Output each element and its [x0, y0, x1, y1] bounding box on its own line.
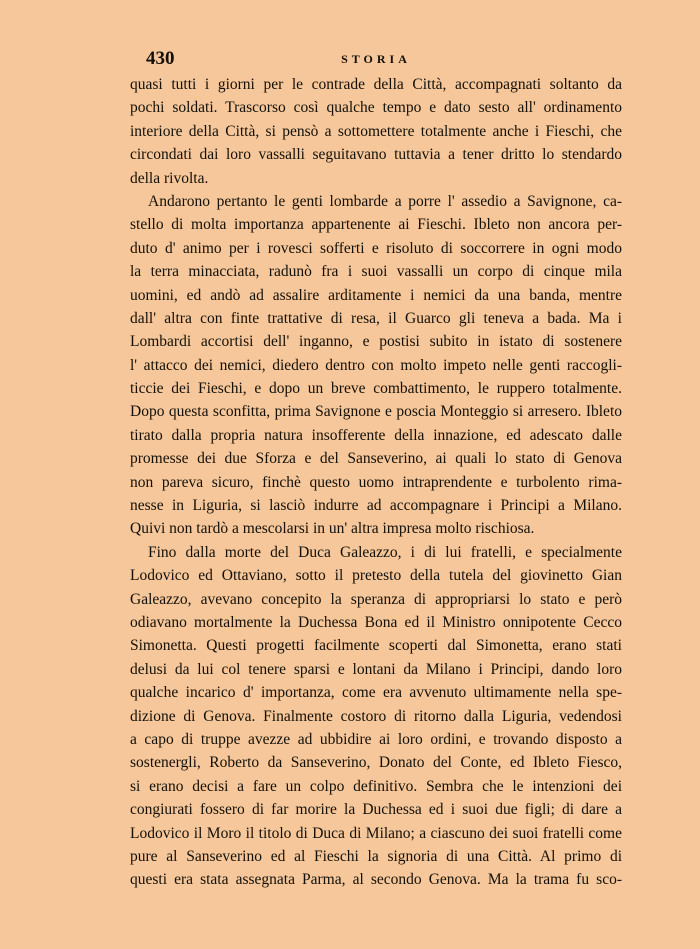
text-line: non pareva sicuro, finchè questo uomo intraprendente e turbolento rima-: [130, 473, 622, 491]
text-line: Fino dalla morte del Duca Galeazzo, i di lui fratelli, e specialmente: [148, 543, 622, 561]
text-line: Quivi non tardò a mescolarsi in un' altra impresa molto rischiosa.: [130, 520, 535, 538]
text-line: dizione di Genova. Finalmente costoro di ritorno dalla Liguria, vedendosi: [130, 707, 622, 725]
running-head: STORIA: [341, 52, 411, 66]
text-line: interiore della Città, si pensò a sottomettere totalmente anche i Fieschi, che: [130, 122, 622, 140]
paragraph: [130, 190, 622, 541]
paragraph: [130, 541, 622, 892]
text-line: questi era stata assegnata Parma, al secondo Genova. Ma la trama fu sco-: [130, 871, 622, 889]
text-line: Lombardi accortisi dell' inganno, e postisi subito in istato di sostenere: [130, 333, 622, 351]
text-line: sostenergli, Roberto da Sanseverino, Donato del Conte, ed Ibleto Fiesco,: [130, 754, 622, 772]
paragraph: [130, 73, 622, 190]
page-number: 430: [146, 48, 175, 69]
page-header: [130, 48, 622, 72]
text-line: Galeazzo, avevano concepito la speranza di appropriarsi lo stato e però: [130, 590, 622, 608]
text-line: Dopo questa sconfitta, prima Savignone e poscia Monteggio si arresero. Ibleto: [130, 403, 622, 421]
text-line: congiurati fossero di far morire la Duchessa ed i suoi due figli; di dare a: [130, 801, 622, 819]
text-line: quasi tutti i giorni per le contrade della Città, accompagnati soltanto da: [130, 76, 622, 93]
text-line: tirato dalla propria natura insofferente della innazione, ed adescato dalle: [130, 426, 622, 444]
text-line: la terra minacciata, radunò fra i suoi vassalli un corpo di cinque mila: [130, 263, 622, 281]
text-line: si erano decisi a fare un colpo definitivo. Sembra che le intenzioni dei: [130, 777, 622, 795]
text-line: l' attacco dei nemici, diedero dentro con molto impeto nelle genti raccogli-: [130, 356, 622, 374]
text-line: Lodovico il Moro il titolo di Duca di Milano; a ciascuno dei suoi fratelli come: [130, 824, 622, 842]
text-line: Andarono pertanto le genti lombarde a porre l' assedio a Savignone, ca-: [148, 192, 622, 210]
text-line: delusi da lui col tenere sparsi e lontani da Milano i Principi, dando loro: [130, 660, 622, 678]
text-line: odiavano mortalmente la Duchessa Bona ed il Ministro onnipotente Cecco: [130, 613, 622, 631]
text-line: Lodovico ed Ottaviano, sotto il pretesto della tutela del giovinetto Gian: [130, 567, 622, 585]
text-line: uomini, ed andò ad assalire arditamente i nemici da una banda, mentre: [130, 286, 622, 304]
text-line: pure al Sanseverino ed al Fieschi la signoria di una Città. Al primo di: [130, 847, 622, 865]
text-line: Simonetta. Questi progetti facilmente scoperti dal Simonetta, erano stati: [130, 637, 622, 655]
text-line: dall' altra con finte trattative di resa, il Guarco gli teneva a bada. Ma i: [130, 309, 622, 327]
body-text: [130, 73, 622, 892]
text-line: promesse dei due Sforza e del Sanseverino, ai quali lo stato di Genova: [130, 450, 622, 468]
text-line: duto d' animo per i rovesci sofferti e risoluto di soccorrere in ogni modo: [130, 239, 622, 257]
text-line: qualche incarico d' importanza, come era avvenuto ultimamente nella spe-: [130, 684, 622, 702]
text-line: circondati dai loro vassalli seguitavano tuttavia a tener dritto lo stendardo: [130, 146, 622, 164]
text-line: a capo di truppe avezze ad ubbidire ai loro ordini, e trovando disposto a: [130, 730, 622, 748]
text-line: nesse in Liguria, si lasciò indurre ad accompagnare i Principi a Milano.: [130, 497, 622, 515]
text-line: ticcie dei Fieschi, e dopo un breve combattimento, le ruppero totalmente.: [130, 380, 622, 398]
text-line: stello di molta importanza appartenente ai Fieschi. Ibleto non ancora per-: [130, 216, 622, 234]
text-line: pochi soldati. Trascorso così qualche tempo e dato sesto all' ordinamento: [130, 99, 622, 117]
text-line: della rivolta.: [130, 169, 209, 187]
